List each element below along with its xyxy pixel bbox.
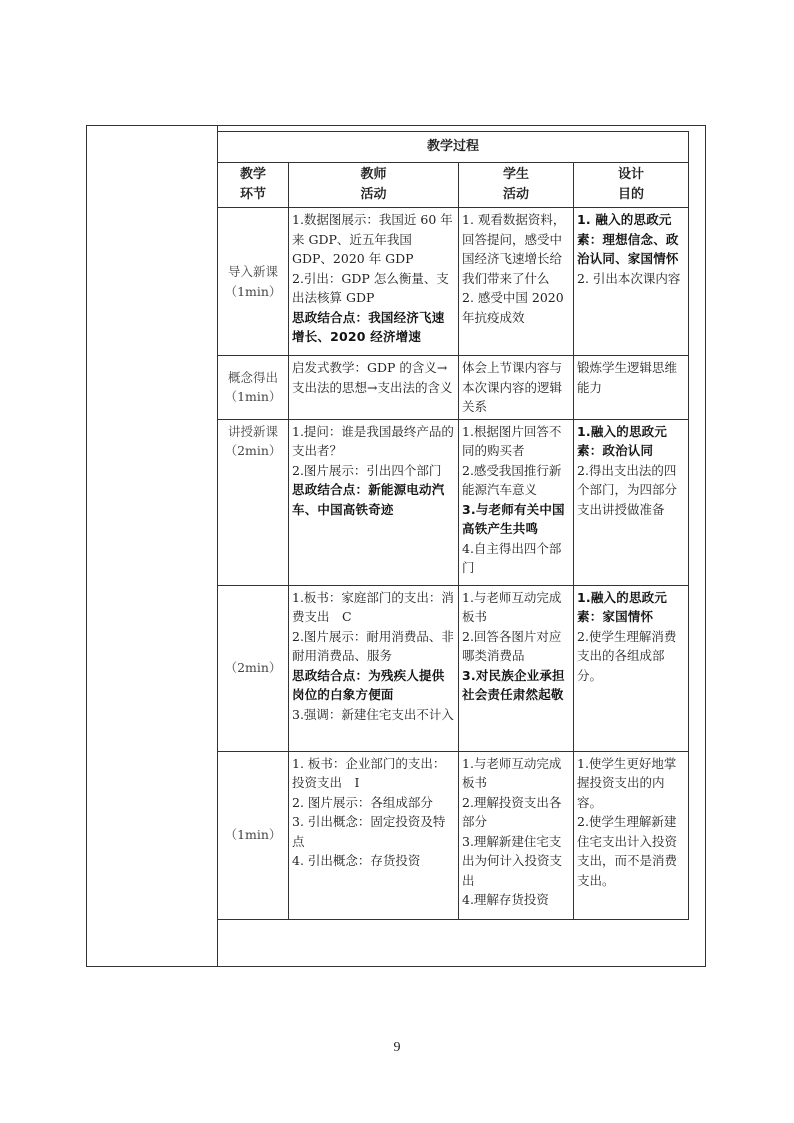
stage-label: 讲授新课 [227, 423, 278, 439]
ideology-point: 思政结合点：为残疾人提供岗位的白象方便面 [292, 667, 445, 702]
stage-duration: （1min） [224, 389, 282, 405]
teacher-activity-cell [289, 419, 459, 585]
student-item: 体会上节课内容与本次课内容的逻辑关系 [462, 360, 563, 414]
header-stage [218, 163, 289, 208]
student-item: 1.与老师互动完成板书 [462, 589, 562, 624]
stage-cell [218, 419, 289, 585]
teacher-item: 3.强调：新建住宅支出不计入 [292, 706, 454, 722]
table-row [218, 419, 689, 585]
student-item: 2.感受我国推行新能源汽车意义 [462, 462, 562, 497]
header-teacher-line-2: 活动 [360, 187, 387, 202]
student-activity-cell [459, 356, 574, 420]
teacher-item: 1.提问：谁是我国最终产品的支出者？ [292, 423, 454, 458]
header-student-line-2: 活动 [502, 187, 529, 202]
ideology-point: 思政结合点：新能源电动汽车、中国高铁奇迹 [292, 482, 445, 517]
teacher-activity-cell [289, 208, 459, 356]
teacher-activity-cell [289, 356, 459, 420]
student-item-bold: 3.与老师有关中国高铁产生共鸣 [462, 501, 565, 536]
stage-cell [218, 356, 289, 420]
student-item-bold: 3.对民族企业承担社会责任肃然起敬 [462, 667, 565, 702]
teacher-item: 3. 引出概念：固定投资及特点 [292, 814, 446, 849]
table-row [218, 751, 689, 919]
student-activity-cell [459, 208, 574, 356]
stage-cell [218, 208, 289, 356]
stage-duration: （2min） [224, 660, 282, 676]
student-activity-cell [459, 419, 574, 585]
student-item: 2.理解投资支出各部分 [462, 794, 562, 829]
header-stage-line-2: 环节 [239, 187, 266, 202]
stage-label: 概念得出 [227, 369, 278, 385]
header-teacher-line-1: 教师 [360, 167, 387, 182]
purpose-item: 1.使学生更好地掌握投资支出的内容。 [577, 755, 677, 810]
table-title: 教学过程 [218, 132, 689, 163]
design-purpose-cell [574, 751, 689, 919]
student-activity-cell [459, 751, 574, 919]
student-item: 4.理解存货投资 [462, 892, 549, 907]
teaching-process-table [217, 131, 689, 920]
student-item: 2. 感受中国 2020 年抗疫成效 [462, 290, 564, 325]
teacher-item: 启发式教学：GDP 的含义→支出法的思想→支出法的含义 [292, 360, 453, 395]
table-row [218, 356, 689, 420]
table-row [218, 585, 689, 751]
design-purpose-cell [574, 419, 689, 585]
stage-duration: （2min） [224, 443, 282, 458]
teacher-item: 1.数据图展示：我国近 60 年来 GDP、近五年我国 GDP、2020 年 GDP [292, 212, 453, 266]
table-row [218, 208, 689, 356]
ideology-point: 思政结合点：我国经济飞速增长、2020 经济增速 [292, 309, 445, 344]
stage-label: 导入新课 [227, 264, 278, 279]
purpose-item: 2.使学生理解消费支出的各组成部分。 [577, 628, 677, 683]
teacher-item: 1.板书：家庭部门的支出：消费支出 C [292, 589, 454, 624]
student-item: 1.与老师互动完成板书 [462, 755, 562, 790]
teacher-item: 1. 板书：企业部门的支出：投资支出 I [292, 755, 446, 790]
student-item: 4.自主得出四个部门 [462, 540, 562, 575]
header-student [459, 163, 574, 208]
purpose-item: 2.使学生理解新建住宅支出计入投资支出，而不是消费支出。 [577, 814, 678, 888]
teacher-activity-cell [289, 585, 459, 751]
stage-cell [218, 585, 289, 751]
teacher-item: 4. 引出概念：存货投资 [292, 853, 421, 868]
page-number: 9 [393, 1040, 401, 1055]
student-item: 1.根据图片回答不同的购买者 [462, 423, 562, 458]
student-item: 1. 观看数据资料，回答提问，感受中国经济飞速增长给我们带来了什么 [462, 212, 566, 286]
teacher-item: 2. 图片展示：各组成部分 [292, 794, 433, 810]
purpose-item: 锻炼学生逻辑思维能力 [577, 360, 678, 395]
stage-duration: （1min） [224, 827, 282, 843]
header-student-line-1: 学生 [502, 167, 529, 182]
teacher-activity-cell [289, 751, 459, 919]
design-purpose-cell [574, 208, 689, 356]
design-purpose-cell [574, 585, 689, 751]
teacher-item: 2.图片展示：耐用消费品、非耐用消费品、服务 [292, 628, 454, 663]
design-purpose-cell [574, 356, 689, 420]
header-teacher [289, 163, 459, 208]
purpose-item: 2. 引出本次课内容 [577, 270, 681, 286]
teacher-item: 2.引出：GDP 怎么衡量、支出法核算 GDP [292, 270, 449, 305]
purpose-item: 1. 融入的思政元素：理想信念、政治认同、家国情怀 [577, 212, 679, 266]
purpose-item: 1.融入的思政元素：政治认同 [577, 423, 668, 458]
stage-duration: （1min） [224, 283, 282, 299]
header-row [218, 163, 689, 208]
student-activity-cell [459, 585, 574, 751]
stage-cell [218, 751, 289, 919]
student-item: 3.理解新建住宅支出为何计入投资支出 [462, 833, 563, 888]
header-stage-line-1: 教学 [239, 167, 266, 182]
student-item: 2.回答各图片对应哪类消费品 [462, 628, 562, 663]
purpose-item: 2.得出支出法的四个部门，为四部分支出讲授做准备 [577, 462, 678, 517]
header-purpose-line-1: 设计 [618, 167, 645, 182]
header-purpose [574, 163, 689, 208]
header-purpose-line-2: 目的 [618, 187, 645, 202]
purpose-item: 1.融入的思政元素：家国情怀 [577, 589, 668, 624]
teacher-item: 2.图片展示：引出四个部门 [292, 462, 442, 478]
